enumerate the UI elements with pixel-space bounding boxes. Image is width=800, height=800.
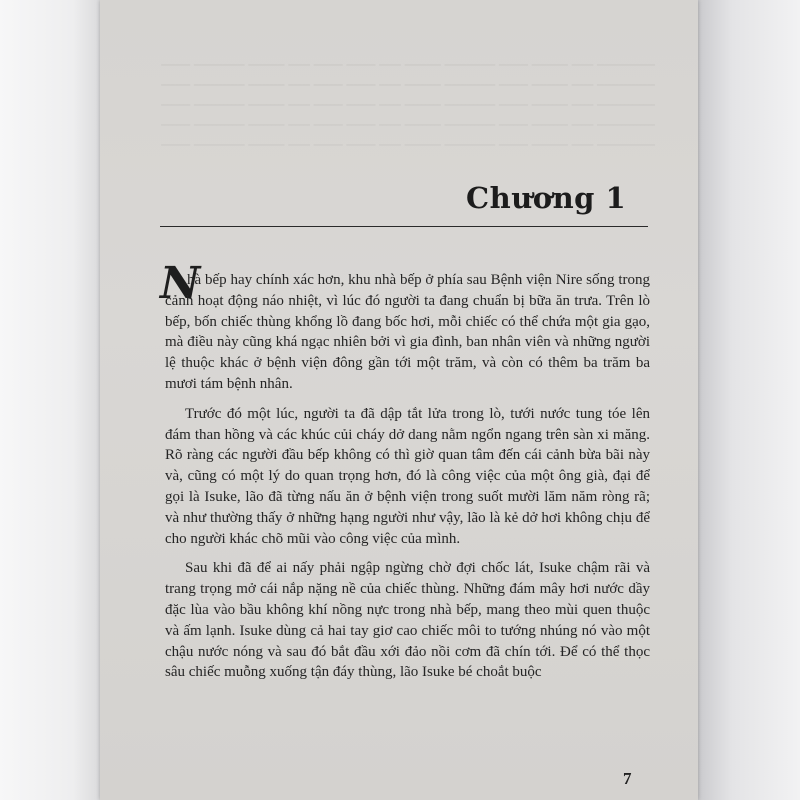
paragraph-3: Sau khi đã để ai nấy phải ngập ngừng chờ đợi chốc lát, Isuke chậm rãi và trang trọng mở cái nắp nặng nề của chiếc thùng. Những đám mây hơi nước dầy đặc lùa vào bầu không khí nồng nực trong nhà bếp, mang theo mùi quen thuộc và ấm lạnh. Isuke dùng cả hai tay giơ cao chiếc môi to tướng nhúng nó vào một chậu nước nóng và sau đó bắt đầu xới đảo nồi cơm đã chín tới. Để có thể thọc sâu chiếc muỗng xuống tận đáy thùng, lão Isuke bé choắt buộc [165,560,650,681]
page-number: 7 [623,769,632,788]
body-text [165,270,650,692]
background-right [696,0,800,800]
paragraph-2: Trước đó một lúc, người ta đã dập tắt lửa trong lò, tưới nước tung tóe lên đám than hồng và các khúc củi cháy dở dang nằm ngổn ngang trên sàn xi măng. Rõ ràng các người đầu bếp không có thì giờ quan tâm đến cái cảnh bừa bãi này và, cũng có một lý do quan trọng hơn, đó là công việc của một ông già, đại để gọi là Isuke, lão đã từng nấu ăn ở bệnh viện trong suốt mười lăm năm ròng rã; và như thường thấy ở những hạng người như vậy, lão là kẻ dở hơi không chịu để cho người khác chõ mũi vào công việc của mình. [165,405,650,547]
chapter-title: Chương 1 [466,181,627,215]
show-through-text: ──────── ─── ───── ──── ─────── ───── ─── ──── ──── ─── ───── ─────── ──── ──────── ─── ───── ──── ─────── ───── ─── ──── ──── ─── ───── ─────── ──── ──────── ─── ───── ──── ─────── ───── ─── ──── ──── ─── ───── ─────── ──── ──────── ─── ───── ──── ─────── ───── ─── ──── ──── ─── ───── ─────── ──── ──────── ─── ───── ──── ─────── ───── ─── ──── ──── ─── ───── ─────── ──── [161,58,655,152]
paragraph-1 [165,270,650,395]
paragraph-1-text: hà bếp hay chính xác hơn, khu nhà bếp ở phía sau Bệnh viện Nire sống trong cảnh hoạt động náo nhiệt, vì lúc đó người ta đang chuẩn bị bữa ăn trưa. Trên lò bếp, bốn chiếc thùng khổng lồ đang bốc hơi, mỗi chiếc có thể chứa một gia gạo, mà điều này cũng khá ngạc nhiên bởi vì gia đình, ban nhân viên và những người lệ thuộc khác ở bệnh viện đông gần tới một trăm, và còn có thêm ba trăm ba mươi tám bệnh nhân. [165,272,650,392]
background-left [0,0,104,800]
title-rule [160,226,648,227]
drop-cap: N [160,258,201,309]
